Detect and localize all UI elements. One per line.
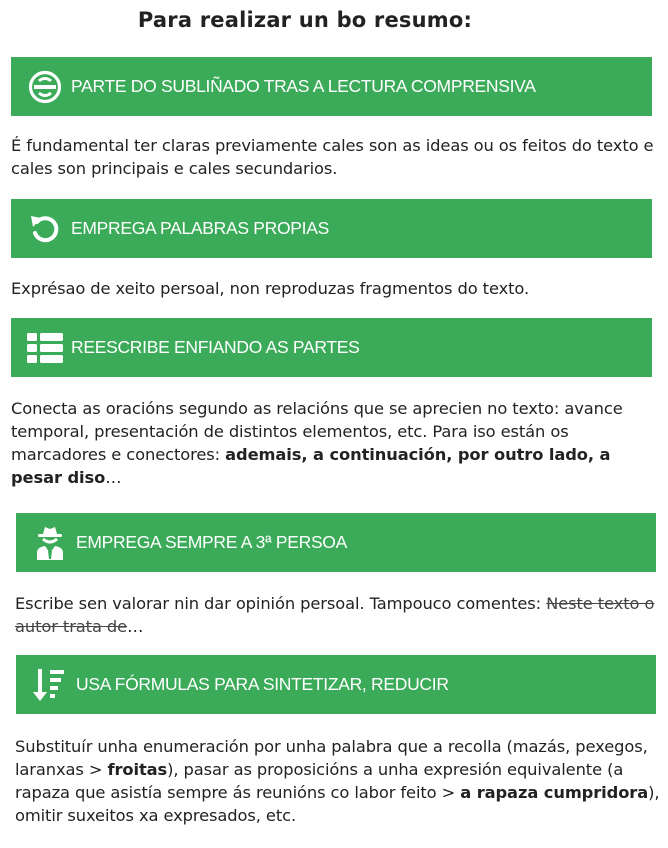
underline-icon bbox=[25, 67, 65, 107]
list-icon bbox=[25, 328, 65, 368]
undo-icon bbox=[25, 209, 65, 249]
section-heading: EMPREGA SEMPRE A 3ª PERSOA bbox=[76, 532, 347, 552]
section-header-undo bbox=[11, 199, 652, 258]
section-text: Conecta as oracións segundo as relacións que se aprecien no texto: avance temporal, presentación de distintos elementos, etc. Para iso están os marcadores e conectores: ademais, a continuación, por outro lado, a pesar diso… bbox=[11, 399, 623, 487]
connectors-bold: ademais, a continuación, por outro lado, a pesar diso bbox=[11, 445, 611, 487]
section-header-third-person bbox=[16, 513, 656, 572]
page-title: Para realizar un bo resumo: bbox=[137, 8, 473, 32]
user-secret-icon bbox=[30, 523, 70, 563]
section-header-underline bbox=[11, 57, 652, 116]
strikethrough-example: Neste texto o autor trata de bbox=[15, 594, 655, 636]
section-header-list bbox=[11, 318, 652, 377]
section-text: Exprésao de xeito persoal, non reproduzas fragmentos do texto. bbox=[11, 279, 530, 298]
bold-example: a rapaza cumpridora bbox=[460, 783, 649, 802]
bold-example: froitas bbox=[107, 760, 168, 779]
section-heading: EMPREGA PALABRAS PROPIAS bbox=[71, 218, 329, 238]
section-header-formulas bbox=[16, 655, 656, 714]
section-text: É fundamental ter claras previamente cales son as ideas ou os feitos do texto e cales son principais e cales secundarios. bbox=[11, 136, 654, 178]
section-heading: REESCRIBE ENFIANDO AS PARTES bbox=[71, 337, 360, 357]
section-heading: USA FÓRMULAS PARA SINTETIZAR, REDUCIR bbox=[76, 674, 449, 694]
section-text: Escribe sen valorar nin dar opinión persoal. Tampouco comentes: Neste texto o autor trata de… bbox=[15, 594, 655, 636]
section-text: Substituír unha enumeración por unha palabra que a recolla (mazás, pexegos, laranxas > froitas), pasar as proposicións a unha expresión equivalente (a rapaza que asistía sempre ás reunións co labor feito > a rapaza cumpridora), omitir suxeitos xa expresados, etc. bbox=[15, 737, 660, 825]
section-heading: PARTE DO SUBLIÑADO TRAS A LECTURA COMPRENSIVA bbox=[71, 76, 536, 96]
sort-amount-down-icon bbox=[30, 665, 70, 705]
